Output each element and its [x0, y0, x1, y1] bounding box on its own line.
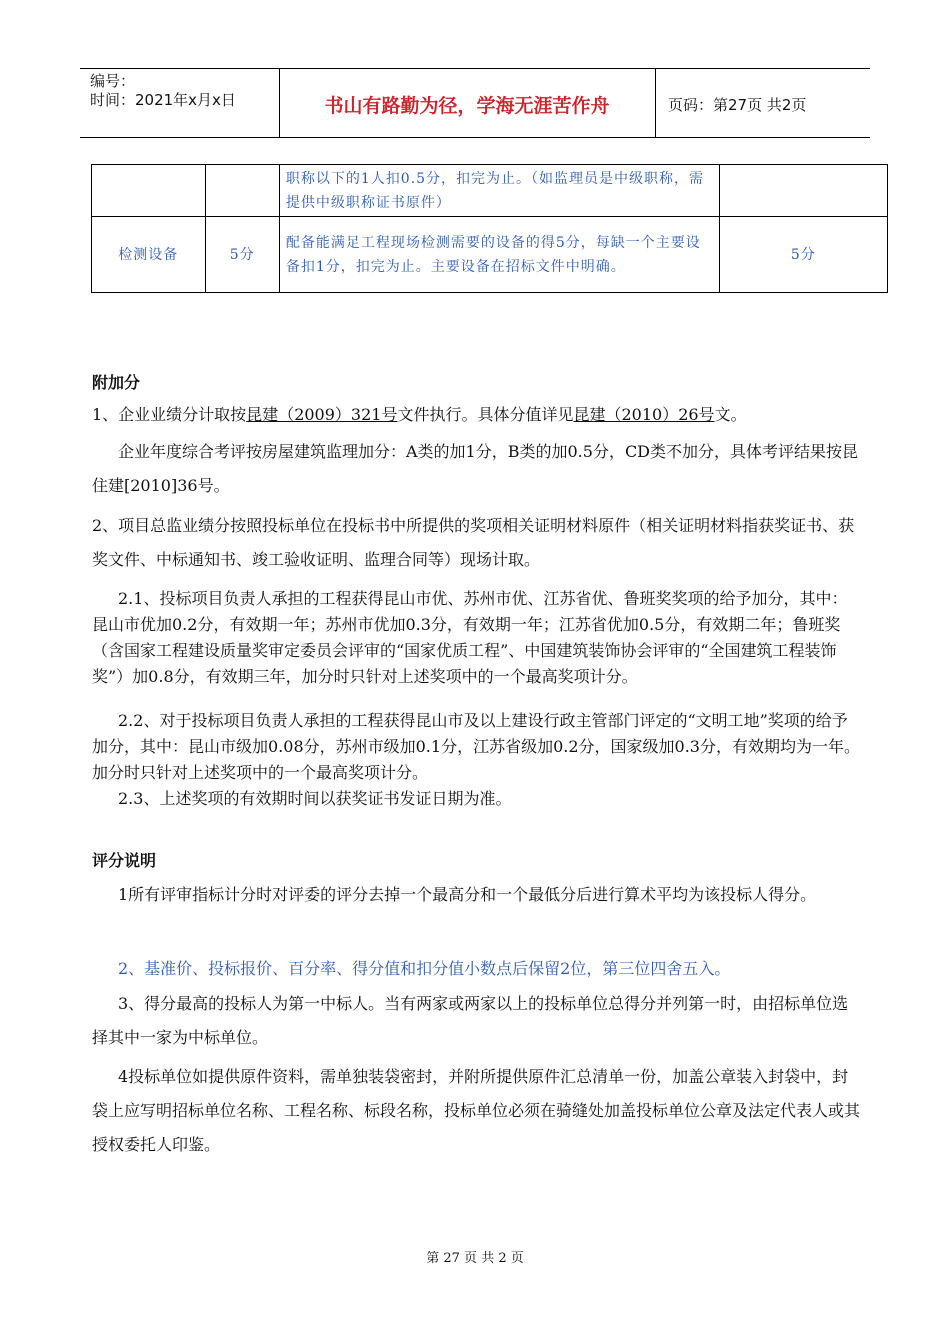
- serial-label: 编号：: [90, 72, 136, 90]
- doc-reference: 昆建（2009）321号: [246, 405, 398, 424]
- page-footer: 第 27 页 共 2 页: [426, 1251, 524, 1266]
- table-cell-weight: [205, 165, 279, 217]
- scoring-paragraph-3: 3、得分最高的投标人为第一中标人。当有两家或两家以上的投标单位总得分并列第一时，由招标单位选择其中一家为中标单位。: [92, 994, 849, 1047]
- scoring-table: [91, 164, 888, 293]
- header-divider: [655, 69, 656, 137]
- table-row: [92, 165, 888, 217]
- header-motto: 书山有路勤为径，学海无涯苦作舟: [324, 95, 610, 117]
- bonus-paragraph-3: 2、项目总监业绩分按照投标单位在投标书中所提供的奖项相关证明材料原件（相关证明材料指获奖证书、获奖文件、中标通知书、竣工验收证明、监理合同等）现场计取。: [92, 516, 855, 569]
- page-header: [80, 68, 870, 138]
- table-cell-score: [719, 165, 887, 217]
- table-cell-criteria: 配备能满足工程现场检测需要的设备的得5分，每缺一个主要设备扣1分，扣完为止。主要设备在招标文件中明确。: [279, 217, 719, 293]
- scoring-paragraph-2: 2、基准价、投标报价、百分率、得分值和扣分值小数点后保留2位，第三位四舍五入。: [118, 959, 731, 978]
- table-cell-score: 5分: [719, 217, 887, 293]
- table-cell-item: 检测设备: [92, 217, 206, 293]
- bonus-paragraph-6: 2.3、上述奖项的有效期时间以获奖证书发证日期为准。: [118, 789, 512, 808]
- scoring-paragraph-1: 1所有评审指标计分时对评委的评分去掉一个最高分和一个最低分后进行算术平均为该投标人得分。: [118, 885, 817, 904]
- table-cell-item: [92, 165, 206, 217]
- header-meta: [90, 72, 236, 110]
- scoring-paragraph-4: 4投标单位如提供原件资料，需单独装袋密封，并附所提供原件汇总清单一份，加盖公章装入封袋中，封袋上应写明招标单位名称、工程名称、标段名称，投标单位必须在骑缝处加盖投标单位公章及法定代表人或其授权委托人印鉴。: [92, 1067, 861, 1154]
- table-cell-weight: 5分: [205, 217, 279, 293]
- time-label: 时间：2021年x月x日: [90, 91, 236, 109]
- bonus-heading: 附加分: [92, 373, 141, 392]
- bonus-paragraph-5: 2.2、对于投标项目负责人承担的工程获得昆山市及以上建设行政主管部门评定的“文明工地”奖项的给予加分，其中：昆山市级加0.08分，苏州市级加0.1分，江苏省级加0.2分，国家级加0.3分，有效期均为一年。加分时只针对上述奖项中的一个最高奖项计分。: [92, 711, 860, 782]
- table-row: [92, 217, 888, 293]
- bonus-paragraph-2: 企业年度综合考评按房屋建筑监理加分：A类的加1分，B类的加0.5分，CD类不加分，具体考评结果按昆住建[2010]36号。: [92, 442, 859, 495]
- scoring-heading: 评分说明: [92, 851, 157, 870]
- table-cell-criteria: 职称以下的1人扣0.5分，扣完为止。（如监理员是中级职称，需提供中级职称证书原件）: [279, 165, 719, 217]
- bonus-paragraph-1: 1、企业业绩分计取按昆建（2009）321号文件执行。具体分值详见昆建（2010）26号文。: [92, 405, 747, 424]
- bonus-paragraph-4: 2.1、投标项目负责人承担的工程获得昆山市优、苏州市优、江苏省优、鲁班奖奖项的给予加分，其中：昆山市优加0.2分，有效期一年；苏州市优加0.3分，有效期一年；江苏省优加0.5分，有效期二年；鲁班奖（含国家工程建设质量奖审定委员会评审的“国家优质工程”、中国建筑装饰协会评审的“全国建筑工程装饰奖”）加0.8分，有效期三年，加分时只针对上述奖项中的一个最高奖项计分。: [92, 589, 848, 686]
- doc-reference: 昆建（2010）26号: [573, 405, 715, 424]
- header-page-label: 页码：第27页 共2页: [668, 96, 807, 114]
